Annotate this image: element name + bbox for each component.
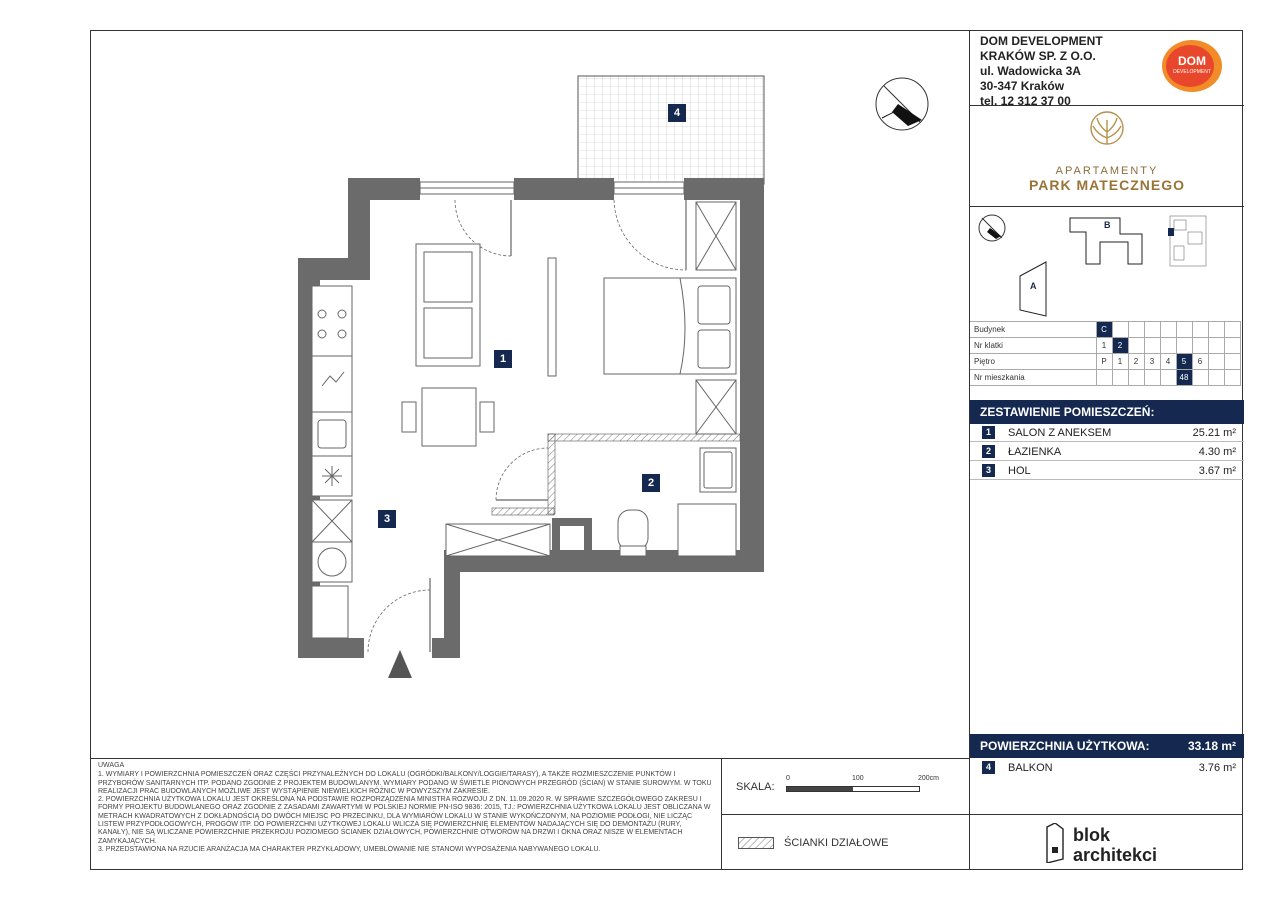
bathroom-fixtures [618,448,736,556]
building-b-label: B [1104,220,1111,230]
tag-hall: 3 [378,510,396,528]
compass-icon [876,78,928,130]
partition-wall [548,434,740,441]
tag-balcony: 4 [668,104,686,122]
tag-bathroom: 2 [642,474,660,492]
room-row: 3 HOL 3.67 m² [970,462,1244,480]
room-row: 2 ŁAZIENKA 4.30 m² [970,443,1244,461]
wardrobes [446,202,736,556]
company-address: DOM DEVELOPMENT KRAKÓW SP. Z O.O. ul. Wadowicka 3A 30-347 Kraków tel. 12 312 37 00 [980,34,1103,108]
balcony-area [578,76,764,184]
building-a-label: A [1030,281,1037,291]
blok-architekci-icon [1043,823,1067,863]
project-brand: APARTAMENTY PARK MATECZNEGO [970,108,1244,193]
tv-stand [548,258,556,376]
entry-arrow-icon [388,650,412,678]
dining-table [402,388,494,446]
exterior-walls [298,178,764,658]
notes: UWAGA 1. WYMIARY I POWIERZCHNIA POMIESZCZEŃ ORAZ CZĘŚCI PRZYNALEŻNYCH DO LOKALU (OGRÓDKI/BALKONY/LOGGIE/TARASY), A TAKŻE ROZMIESZCZENIE PUNKTÓW I PRZYBORÓW SANITARNYCH ITP. PODANO ZGODNIE Z PROJEKTEM BUDOWLANYM. WYMIARY PODANO W ŚWIETLE PIONOWYCH PRZEGRÓD (ŚCIAN) W STANIE SUROWYM. W TOKU REALIZACJI PRAC BUDOWLANYCH MOŻLIWE JEST WYSTĄPIENIE NIEWIELKICH RÓŻNIC W POWYŻSZYM ZAKRESIE. 2. POWIERZCHNIA UŻYTKOWA LOKALU JEST OKREŚLONA NA PODSTAWIE ROZPORZĄDZENIA MINISTRA ROZWOJU Z DN. 11.09.2020 R. W SPRAWIE SZCZEGÓŁOWEGO ZAKRESU I FORMY PROJEKTU BUDOWLANEGO ORAZ ZGODNIE Z ZASADAMI ZAWARTYMI W POLSKIEJ NORMIE PN-ISO 9836: 2015, TJ.: POWIERZCHNIA UŻYTKOWA LOKALU JEST OBLICZANA W METRACH KWADRATOWYCH Z DOKŁADNOŚCIĄ DO DWÓCH MIEJSC PO PRZECINKU, DLA WYMIARÓW LOKALU W STANIE WYKOŃCZONYM, NA POZIOMIE PODŁOGI, NIE LICZĄC LISTEW PRZYPODŁOGOWYCH, PROGÓW ITP. DO POWIERZCHNI UŻYTKOWEJ LOKALU WLICZA SIĘ POWIERZCHNIĘ ELEMENTÓW NADAJĄCYCH SIĘ DO DEMONTAŻU (RURY, KANAŁY), NIE SĄ WLICZANE POWIERZCHNIE PRZEKROJU POZIOMEGO ŚCIANEK DZIAŁOWYCH, POWIERZCHNIE OTWORÓW NA DRZWI I OKNA ORAZ NISZE W ELEMENTACH ZAMYKAJĄCYCH. 3. PRZEDSTAWIONA NA RZUCIE ARANŻACJA MA CHARAKTER PRZYKŁADOWY, UMEBLOWANIE NIE STANOWI WYPOSAŻENIA NABYWANEGO LOKALU. [90,758,722,870]
scale-bar: SKALA: 0 100 200cm [722,758,969,814]
apartment-info-table: Budynek C Nr klatki 1 2 Piętro P 1 2 3 4 5 6 Nr mieszkania 48 [970,321,1241,386]
tree-logo-icon [1085,108,1129,158]
info-panel [969,30,1243,870]
balcony-row: 4 BALKON 3.76 m² [970,759,1244,777]
room-row: 1 SALON Z ANEKSEM 25.21 m² [970,424,1244,442]
rooms-header: ZESTAWIENIE POMIESZCZEŃ: [970,400,1244,424]
floor-plan [90,30,969,758]
sofa [416,244,480,366]
dom-development-logo: DOM DEVELOPMENT [1160,38,1224,94]
total-area: POWIERZCHNIA UŻYTKOWA: 33.18 m² [970,734,1244,758]
walls-legend: ŚCIANKI DZIAŁOWE [722,814,969,870]
hatch-swatch [738,837,774,849]
floor-plan-drawing [90,30,969,758]
architect-logo: blok architekci [969,814,1243,870]
bed [604,278,736,374]
tag-living-room: 1 [494,350,512,368]
